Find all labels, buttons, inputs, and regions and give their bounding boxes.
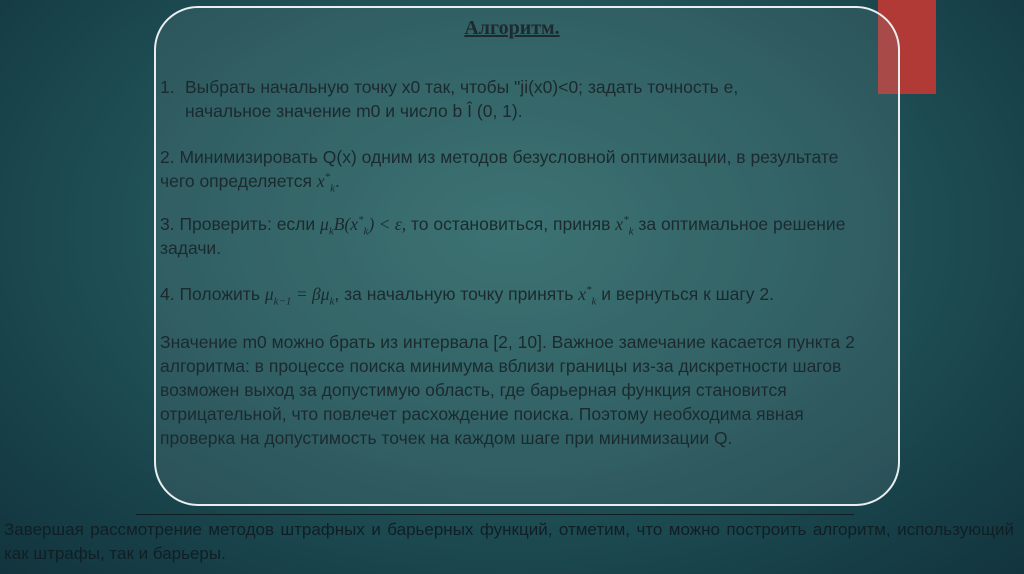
step-4 <box>160 282 860 306</box>
step-3-text-b: то остановиться, приняв <box>410 214 611 234</box>
slide-title: Алгоритм. <box>464 17 560 39</box>
step-1-line-2: начальное значение m0 и число b Î (0, 1). <box>185 101 523 121</box>
step-2 <box>160 145 860 193</box>
step-4-formula: $\mu_{k-1} = \beta\mu_k$ <box>264 284 335 308</box>
step-1-line-1: Выбрать начальную точку x0 так, чтобы "ji(x0)<0; задать точность е, <box>185 77 739 97</box>
step-3-text-a: 3. Проверить: если <box>160 214 316 234</box>
step-4-text-b: , за начальную точку принять <box>334 284 574 304</box>
step-1 <box>160 75 860 123</box>
step-4-var: $x^*_k$ <box>578 284 597 308</box>
step-3 <box>160 212 860 260</box>
step-2-end: . <box>335 171 340 191</box>
step-2-var: $x^*_k$ <box>316 171 336 195</box>
step-3-var: $x^*_k$ <box>615 214 634 238</box>
note-paragraph: Значение m0 можно брать из интервала [2, 10]. Важное замечание касается пункта 2 алгоритма: в процессе поиска минимума вблизи границы из-за дискретности шагов возможен выход за допустимую область, где барьерная функция становится отрицательной, что повлечет расхождение поиска. Поэтому необходима явная проверка на допустимость точек на каждом шаге при минимизации Q. <box>160 332 855 448</box>
step-3-condition: $\mu_kB(x^*_k) < \varepsilon$, <box>320 214 407 238</box>
step-4-text-a: 4. Положить <box>160 284 260 304</box>
step-2-text: 2. Минимизировать Q(x) одним из методов безусловной оптимизации, в результате чего определяется <box>160 147 839 191</box>
step-3-text-c: за оптимальное решение задачи. <box>160 214 846 258</box>
step-1-number: 1. <box>160 77 175 97</box>
bottom-caption: Завершая рассмотрение методов штрафных и барьерных функций, отметим, что можно построить алгоритм, использующий как штрафы, так и барьеры. <box>4 520 1014 563</box>
step-4-text-c: и вернуться к шагу 2. <box>601 284 774 304</box>
divider-line <box>136 514 854 515</box>
